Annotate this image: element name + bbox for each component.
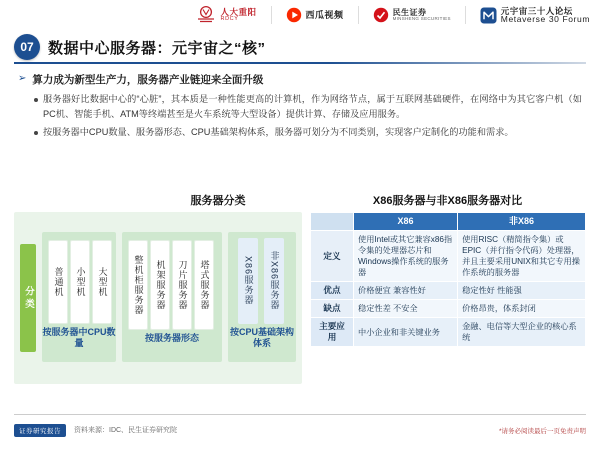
cell-cons-x86: 稳定性差 不安全 <box>354 300 458 318</box>
footer-badge: 证券研究报告 <box>14 424 66 437</box>
table-header-non-x86: 非X86 <box>458 213 586 231</box>
group-label-by-form-factor: 按服务器形态 <box>144 333 199 343</box>
bullet-text: 服务器好比数据中心的“心脏”，其本质是一种性能更高的计算机，作为网络节点，属于互联网基础硬件，在网络中为其它客户机（如PC机、智能手机、ATM等终端甚至是火车系统等大型设备）提供计算、存储及应用服务。 <box>43 94 582 119</box>
table-corner-cell <box>311 213 354 231</box>
bullet-dot-icon <box>34 131 38 135</box>
page-title: 数据中心服务器：元宇宙之“核” <box>48 39 266 57</box>
logo-minsheng <box>373 7 451 23</box>
logo-rdcy-cn: 人大重阳 <box>220 7 257 17</box>
cell-definition-non-x86: 使用RISC（精简指令集）或EPIC（并行指令代码）处理器，并且主要采用UNIX和其它专用操作系统的服务器 <box>458 231 586 282</box>
logo-bar <box>0 0 600 30</box>
rdcy-emblem-icon <box>195 5 217 25</box>
diagram-item-mainframe: 大型机 <box>92 240 112 324</box>
x86-comparison-table <box>310 212 586 347</box>
table-row <box>311 231 586 282</box>
diagram-item-x86: X86服务器 <box>238 238 258 324</box>
cell-pros-x86: 价格便宜 兼容性好 <box>354 282 458 300</box>
xigua-video-icon <box>286 7 302 23</box>
minsheng-securities-icon <box>373 7 389 23</box>
table-row <box>311 300 586 318</box>
diagram-item-non-x86: 非X86服务器 <box>264 238 284 324</box>
lead-text: 算力成为新型生产力，服务器产业链迎来全面升级 <box>32 74 264 86</box>
row-label-cons: 缺点 <box>311 300 354 318</box>
diagram-item-rack: 机架服务器 <box>150 240 170 330</box>
cell-cons-non-x86: 价格昂贵，体系封闭 <box>458 300 586 318</box>
arrow-icon: ➢ <box>18 73 27 84</box>
logo-divider-3 <box>465 6 466 24</box>
logo-minsheng-en: MINSHENG SECURITIES <box>392 15 451 21</box>
cell-application-x86: 中小企业和非关键业务 <box>354 318 458 347</box>
logo-divider-2 <box>358 6 359 24</box>
metaverse-m-icon <box>480 7 497 24</box>
logo-minsheng-cn: 民生证券 <box>392 7 427 17</box>
footer <box>14 419 586 441</box>
footer-disclaimer: *请务必阅读最后一页免责声明 <box>498 427 586 435</box>
diagram-item-blade: 刀片服务器 <box>172 240 192 330</box>
lead-statement <box>18 72 582 87</box>
bullet-text: 按服务器中CPU数量、服务器形态、CPU基础架构体系，服务器可划分为不同类别，实现客户定制化的功能和需求。 <box>43 127 514 137</box>
group-label-by-cpu-count: 按服务器中CPU数量 <box>42 327 116 348</box>
diagram-item-rack-cabinet: 整机柜服务器 <box>128 240 148 330</box>
table-row <box>311 282 586 300</box>
diagram-item-mini: 小型机 <box>70 240 90 324</box>
row-label-main-application: 主要应用 <box>311 318 354 347</box>
diagram-item-tower: 塔式服务器 <box>194 240 214 330</box>
logo-rdcy <box>195 5 257 25</box>
list-item <box>34 92 582 122</box>
right-section-caption: X86服务器与非X86服务器对比 <box>372 195 523 207</box>
left-section-caption: 服务器分类 <box>190 195 246 207</box>
title-underline <box>14 62 586 64</box>
row-label-definition: 定义 <box>311 231 354 282</box>
page-title-row <box>14 34 266 60</box>
logo-metaverse-forum <box>480 7 590 24</box>
row-label-pros: 优点 <box>311 282 354 300</box>
cell-definition-x86: 使用Intel或其它兼容x86指令集的处理器芯片和Windows操作系统的服务器 <box>354 231 458 282</box>
logo-metaverse-cn: 元宇宙三十人论坛 <box>500 5 573 16</box>
footer-source: 资料来源：IDC、民生证券研究院 <box>74 427 178 434</box>
group-label-by-architecture: 按CPU基础架构体系 <box>229 327 294 348</box>
list-item <box>34 125 582 140</box>
table-header-x86: X86 <box>354 213 458 231</box>
table-row <box>311 318 586 347</box>
cell-pros-non-x86: 稳定性好 性能强 <box>458 282 586 300</box>
bullet-dot-icon <box>34 98 38 102</box>
logo-xigua <box>286 7 344 23</box>
logo-xigua-cn: 西瓜视频 <box>305 9 344 20</box>
table-header-row <box>311 213 586 231</box>
cell-application-non-x86: 金融、电信等大型企业的核心系统 <box>458 318 586 347</box>
diagram-item-general: 普通机 <box>48 240 68 324</box>
logo-rdcy-en: RDCY <box>220 15 239 22</box>
bullet-list <box>34 92 582 143</box>
footer-divider <box>14 414 586 415</box>
section-number-badge: 07 <box>14 34 40 60</box>
logo-metaverse-en: Metaverse 30 Forum <box>500 14 590 24</box>
logo-divider-1 <box>271 6 272 24</box>
classification-axis-label: 分类 <box>20 244 36 352</box>
